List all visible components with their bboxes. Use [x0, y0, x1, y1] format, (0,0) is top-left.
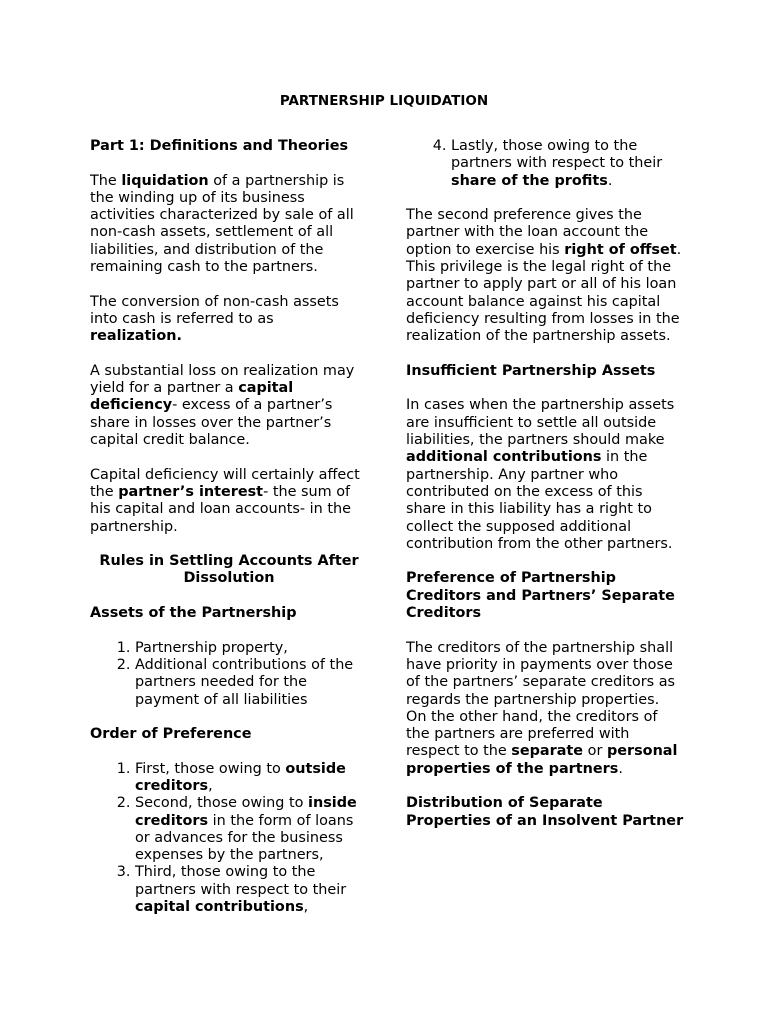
assets-list	[90, 640, 368, 709]
order-heading: Order of Preference	[90, 726, 252, 743]
list-item: 3. Third, those owing to the partners with respect to their capital contributions,	[135, 864, 368, 916]
creditors-priority-paragraph: The creditors of the partnership shall have priority in payments over those of the partners’ separate creditors as regards the partnership properties. On the other hand, the creditors of the partners are preferred with respect to the separate or personal properties of the partners.	[406, 639, 678, 777]
part1-heading: Part 1: Definitions and Theories	[90, 138, 349, 154]
creditors-preference-heading: Preference of Partnership Creditors and Partners’ Separate Creditors	[406, 570, 675, 622]
document-title: PARTNERSHIP LIQUIDATION	[279, 93, 489, 109]
list-item: 2. Additional contributions of the partners needed for the payment of all liabilities	[135, 657, 368, 709]
right-column	[406, 138, 684, 830]
list-item: 4. Lastly, those owing to the partners with respect to their share of the profits.	[451, 138, 684, 190]
partners-interest-definition: Capital deficiency will certainly affect the partner’s interest- the sum of his capital and loan accounts- in the partnership.	[90, 466, 360, 535]
realization-definition: The conversion of non-cash assets into cash is referred to as realization.	[90, 293, 339, 345]
list-item: 1. First, those owing to outside creditors,	[135, 761, 368, 796]
left-column	[90, 138, 368, 916]
insufficient-assets-heading: Insufficient Partnership Assets	[406, 362, 656, 379]
list-item: 2. Second, those owing to inside creditors in the form of loans or advances for the business expenses by the partners,	[135, 795, 368, 864]
liquidation-definition: The liquidation of a partnership is the winding up of its business activities characterized by sale of all non-cash assets, settlement of all liabilities, and distribution of the remaining cash to the partners.	[90, 172, 354, 276]
capital-deficiency-definition: A substantial loss on realization may yield for a partner a capital deficiency- excess of a partner’s share in losses over the partner’s capital credit balance.	[90, 362, 355, 449]
rules-heading: Rules in Settling Accounts After Dissolution	[99, 553, 359, 587]
distribution-heading: Distribution of Separate Properties of an Insolvent Partner	[406, 795, 684, 829]
right-of-offset-paragraph: The second preference gives the partner with the loan account the option to exercise his right of offset. This privilege is the legal right of the partner to apply part or all of his loan account balance against his capital deficiency resulting from losses in the realization of the partnership assets.	[406, 207, 682, 345]
order-list	[90, 761, 368, 917]
assets-heading: Assets of the Partnership	[90, 605, 297, 622]
list-item: 1. Partnership property,	[135, 640, 368, 657]
order-list-continued	[406, 138, 684, 190]
additional-contributions-paragraph: In cases when the partnership assets are insufficient to settle all outside liabilities, the partners should make additional contributions in the partnership. Any partner who contributed on the excess of this share in this liability has a right to collect the supposed additional contribution from the other partners.	[406, 397, 675, 552]
